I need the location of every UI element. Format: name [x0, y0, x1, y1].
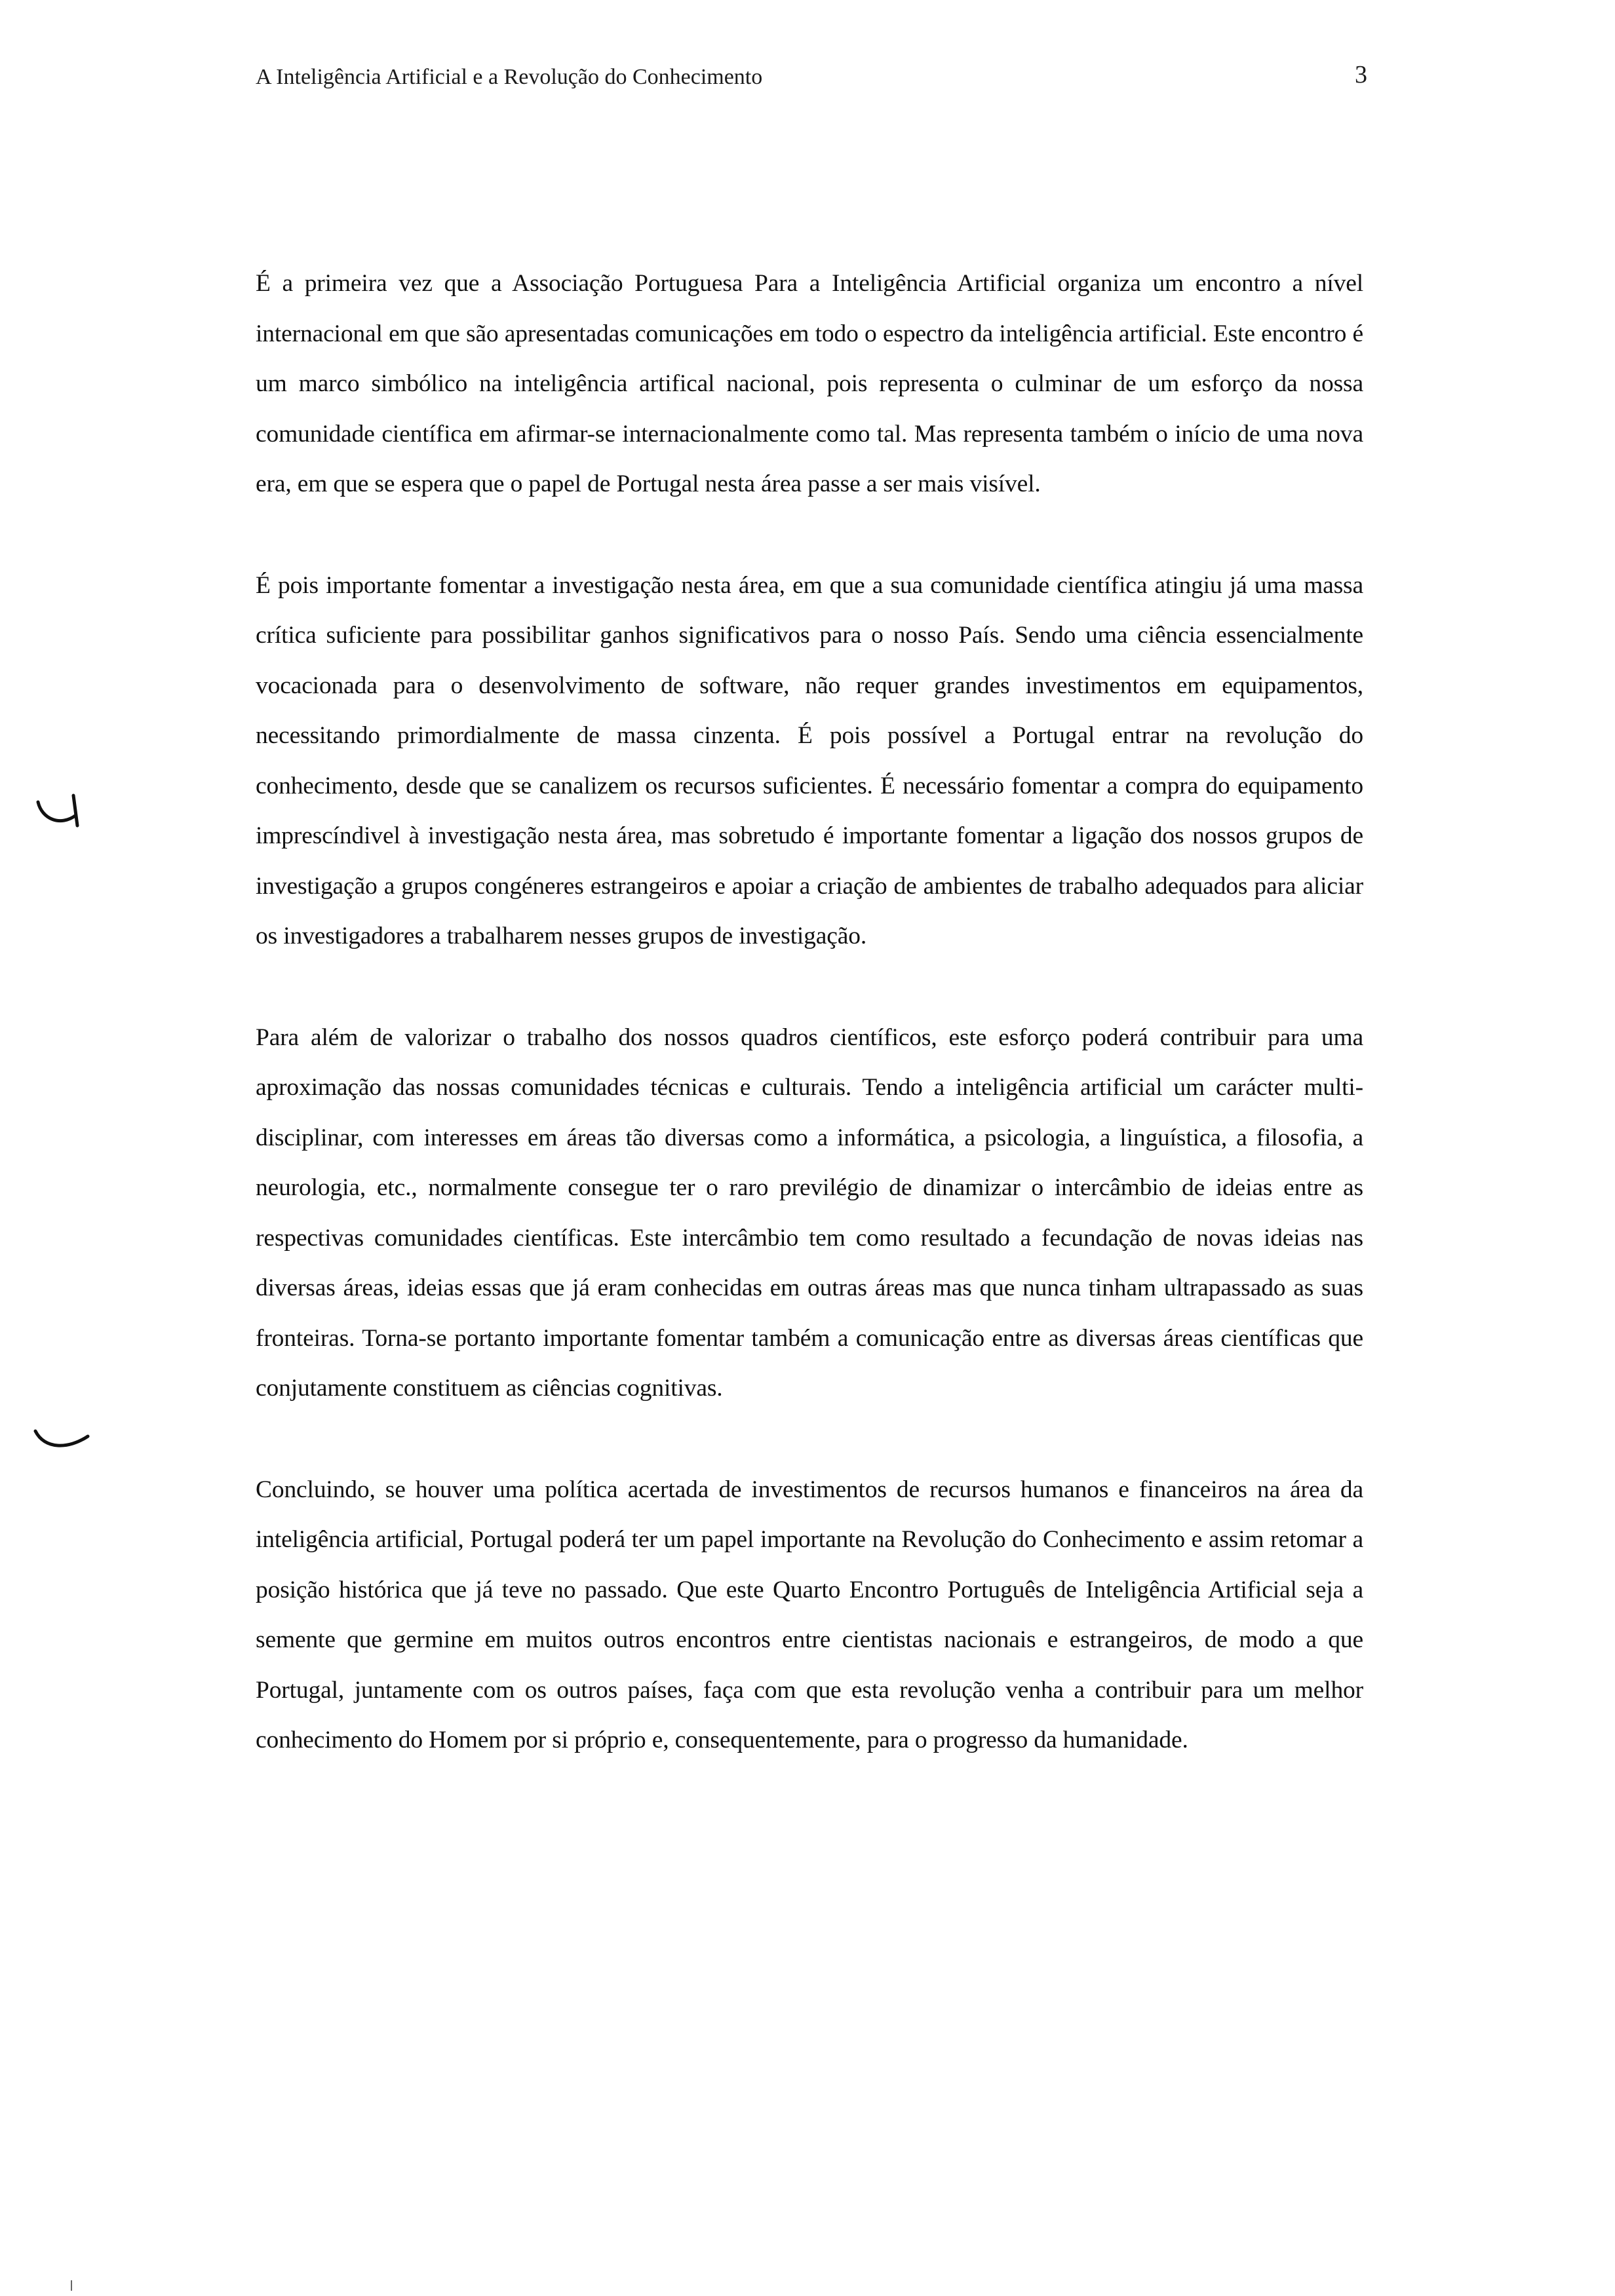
running-header-title: A Inteligência Artificial e a Revolução do Conhecimento — [256, 65, 763, 89]
body-text — [256, 259, 1363, 1766]
paragraph-1: É a primeira vez que a Associação Portuguesa Para a Inteligência Artificial organiza um encontro a nível internacional em que são apresentadas comunicações em todo o espectro da inteligência artificial. Este encontro é um marco simbólico na inteligência artifical nacional, pois representa o culminar de um esforço da nossa comunidade científica em afirmar-se internacionalmente como tal. Mas representa também o início de uma nova era, em que se espera que o papel de Portugal nesta área passe a ser mais visível. — [256, 270, 1363, 497]
paragraph-4: Concluindo, se houver uma política acertada de investimentos de recursos humanos e financeiros na área da inteligência artificial, Portugal poderá ter um papel importante na Revolução do Conhecimento e assim retomar a posição histórica que já teve no passado. Que este Quarto Encontro Português de Inteligência Artificial seja a semente que germine em muitos outros encontros entre cientistas nacionais e estrangeiros, de modo a que Portugal, juntamente com os outros países, faça com que esta revolução venha a contribuir para um melhor conhecimento do Homem por si próprio e, consequentemente, para o progresso da humanidade. — [256, 1476, 1363, 1753]
scan-dot-mark — [69, 2279, 73, 2292]
page-number: 3 — [1355, 61, 1367, 88]
paragraph-2: É pois importante fomentar a investigação nesta área, em que a sua comunidade científica atingiu já uma massa crítica suficiente para possibilitar ganhos significativos para o nosso País. Sendo uma ciência essencialmente vocacionada para o desenvolvimento de software, não requer grandes investimentos em equipamentos, necessitando primordialmente de massa cinzenta. É pois possível a Portugal entrar na revolução do conhecimento, desde que se canalizem os recursos suficientes. É necessário fomentar a compra do equipamento imprescíndivel à investigação nesta área, mas sobretudo é importante fomentar a ligação dos nossos grupos de investigação a grupos congéneres estrangeiros e apoiar a criação de ambientes de trabalho adequados para aliciar os investigadores a trabalharem nesses grupos de investigação. — [256, 571, 1363, 949]
pen-hook-mark — [35, 793, 88, 832]
pen-curve-mark — [33, 1427, 92, 1453]
paragraph-3: Para além de valorizar o trabalho dos nossos quadros científicos, este esforço poderá contribuir para uma aproximação das nossas comunidades técnicas e culturais. Tendo a inteligência artificial um carácter multi-disciplinar, com interesses em áreas tão diversas como a informática, a psicologia, a linguística, a filosofia, a neurologia, etc., normalmente consegue ter o raro previlégio de dinamizar o intercâmbio de ideias entre as respectivas comunidades científicas. Este intercâmbio tem como resultado a fecundação de novas ideias nas diversas áreas, ideias essas que já eram conhecidas em outras áreas mas que nunca tinham ultrapassado as suas fronteiras. Torna-se portanto importante fomentar também a comunicação entre as diversas áreas científicas que conjutamente constituem as ciências cognitivas. — [256, 1024, 1363, 1402]
